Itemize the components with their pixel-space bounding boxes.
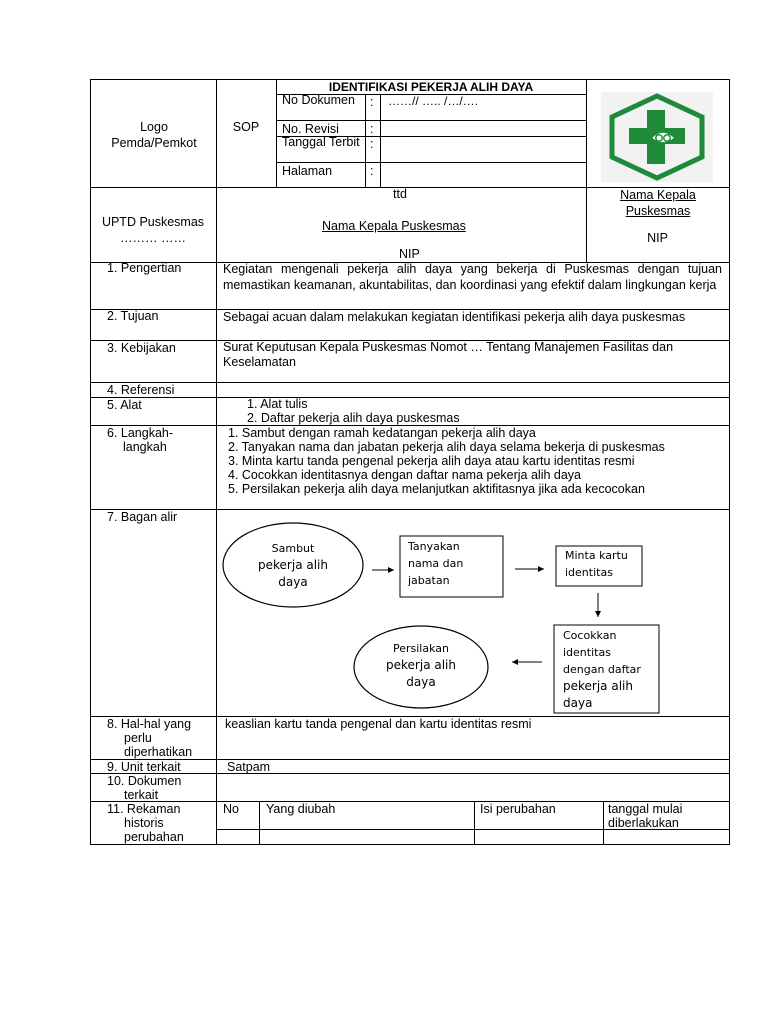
flow-text-line: daya bbox=[278, 575, 308, 589]
list-item: 1. Sambut dengan ramah kedatangan pekerja alih daya bbox=[228, 426, 536, 440]
flow-minta-text bbox=[565, 547, 645, 581]
langkah-label-cont: langkah bbox=[123, 440, 167, 454]
col-no: No bbox=[223, 802, 239, 816]
no-revisi-label: No. Revisi bbox=[282, 122, 339, 136]
divider bbox=[276, 162, 586, 163]
flow-sambut-text bbox=[223, 540, 363, 591]
flowchart bbox=[216, 509, 729, 716]
hal-label-cont: perlu bbox=[124, 731, 152, 745]
flow-text-line: daya bbox=[406, 675, 436, 689]
referensi-label: 4. Referensi bbox=[107, 383, 175, 397]
divider bbox=[474, 801, 475, 845]
tanggal-terbit-label: Tanggal Terbit bbox=[282, 135, 360, 149]
pengertian-text: Kegiatan mengenali pekerja alih daya yang bekerja di Puskesmas dengan tujuan memastikan keamanan, akuntabilitas, dan koordinasi yang efektif dalam lingkungan kerja bbox=[223, 262, 722, 292]
divider bbox=[603, 801, 604, 845]
flow-text-line: daya bbox=[563, 696, 593, 710]
signer-nip: NIP bbox=[399, 247, 420, 261]
col-tanggal-cont: diberlakukan bbox=[608, 816, 679, 830]
table-border-left bbox=[90, 79, 91, 845]
flow-text-line: Persilakan bbox=[392, 642, 449, 655]
hal-label: 8. Hal-hal yang bbox=[107, 717, 192, 731]
list-item: 2. Tanyakan nama dan jabatan pekerja alih daya selama bekerja di puskesmas bbox=[228, 440, 665, 454]
divider bbox=[380, 94, 381, 187]
divider bbox=[216, 79, 217, 845]
flow-persilakan-text bbox=[354, 640, 488, 691]
flow-text-line: pekerja alih bbox=[386, 658, 456, 672]
table-border-right bbox=[729, 79, 730, 845]
flow-text-line: identitas bbox=[563, 646, 611, 659]
puskesmas-logo bbox=[601, 92, 713, 182]
document-title: IDENTIFIKASI PEKERJA ALIH DAYA bbox=[328, 80, 534, 94]
puskesmas-logo-icon bbox=[601, 92, 713, 182]
flow-text-line: Minta kartu bbox=[565, 549, 628, 562]
dokumen-label-cont: terkait bbox=[124, 788, 159, 802]
tujuan-text: Sebagai acuan dalam melakukan kegiatan identifikasi pekerja alih daya puskesmas bbox=[223, 310, 686, 324]
rekaman-label-cont2: perubahan bbox=[124, 830, 184, 844]
flow-tanyakan-text bbox=[408, 538, 503, 589]
halaman-label: Halaman bbox=[282, 164, 333, 178]
flow-text-line: pekerja alih bbox=[563, 679, 633, 693]
divider bbox=[90, 759, 730, 760]
list-item: 3. Minta kartu tanda pengenal pekerja alih daya atau kartu identitas resmi bbox=[228, 454, 635, 468]
ttd-label: ttd bbox=[393, 187, 407, 201]
divider bbox=[365, 94, 366, 187]
no-dokumen-value: ……// ….. /…/…. bbox=[388, 94, 479, 108]
colon: : bbox=[370, 95, 374, 109]
flow-text-line: dengan daftar bbox=[563, 663, 641, 676]
tujuan-label: 2. Tujuan bbox=[107, 309, 159, 323]
col-tanggal: tanggal mulai bbox=[608, 802, 683, 816]
flow-text-line: Sambut bbox=[271, 542, 315, 555]
list-item: 2. Daftar pekerja alih daya puskesmas bbox=[247, 411, 460, 425]
rekaman-label: 11. Rekaman bbox=[107, 802, 181, 816]
unit-terkait-text: Satpam bbox=[227, 760, 271, 774]
alat-label: 5. Alat bbox=[107, 398, 142, 412]
langkah-list bbox=[228, 426, 665, 496]
flow-text-line: Tanyakan bbox=[408, 540, 460, 553]
col-isi-perubahan: Isi perubahan bbox=[480, 802, 556, 816]
logo-pemda-label: Logo Pemda/Pemkot bbox=[111, 120, 197, 150]
divider bbox=[276, 79, 277, 187]
unit-terkait-label: 9. Unit terkait bbox=[107, 760, 181, 774]
signer-name: Nama Kepala Puskesmas bbox=[322, 219, 466, 233]
divider bbox=[259, 801, 260, 845]
langkah-label: 6. Langkah- bbox=[107, 426, 174, 440]
no-dokumen-label: No Dokumen bbox=[282, 93, 355, 107]
list-item: 5. Persilakan pekerja alih daya melanjutkan aktifitasnya jika ada kecocokan bbox=[228, 482, 645, 496]
flow-text-line: Cocokkan bbox=[563, 629, 617, 642]
rekaman-label-cont: historis bbox=[124, 816, 164, 830]
hal-label-cont2: diperhatikan bbox=[124, 745, 193, 759]
divider bbox=[90, 382, 730, 383]
table-border-bottom bbox=[90, 844, 730, 845]
pengertian-label: 1. Pengertian bbox=[107, 261, 182, 275]
flow-text-line: jabatan bbox=[408, 574, 450, 587]
colon: : bbox=[370, 122, 374, 136]
list-item: 1. Alat tulis bbox=[247, 397, 308, 411]
list-item: 4. Cocokkan identitasnya dengan daftar nama pekerja alih daya bbox=[228, 468, 582, 482]
bagan-label: 7. Bagan alir bbox=[107, 510, 178, 524]
flow-text-line: pekerja alih bbox=[258, 558, 328, 572]
flow-cocokkan-text bbox=[563, 627, 658, 712]
right-signer-name: Nama Kepala Puskesmas bbox=[620, 188, 696, 218]
col-yang-diubah: Yang diubah bbox=[266, 802, 336, 816]
sop-label: SOP bbox=[232, 120, 260, 134]
flow-text-line: identitas bbox=[565, 566, 613, 579]
divider bbox=[276, 120, 586, 121]
uptd-puskesmas-label: UPTD Puskesmas ……… …… bbox=[101, 215, 205, 245]
colon: : bbox=[370, 164, 374, 178]
divider bbox=[90, 773, 730, 774]
dokumen-label: 10. Dokumen bbox=[107, 774, 182, 788]
hal-text: keaslian kartu tanda pengenal dan kartu identitas resmi bbox=[225, 717, 532, 731]
kebijakan-text: Surat Keputusan Kepala Puskesmas Nomot … Tentang Manajemen Fasilitas dan Keselamatan bbox=[223, 340, 674, 369]
right-signer-nip: NIP bbox=[647, 231, 668, 245]
flow-text-line: nama dan bbox=[408, 557, 464, 570]
colon: : bbox=[370, 137, 374, 151]
alat-list bbox=[247, 397, 460, 425]
kebijakan-label: 3. Kebijakan bbox=[107, 341, 176, 355]
